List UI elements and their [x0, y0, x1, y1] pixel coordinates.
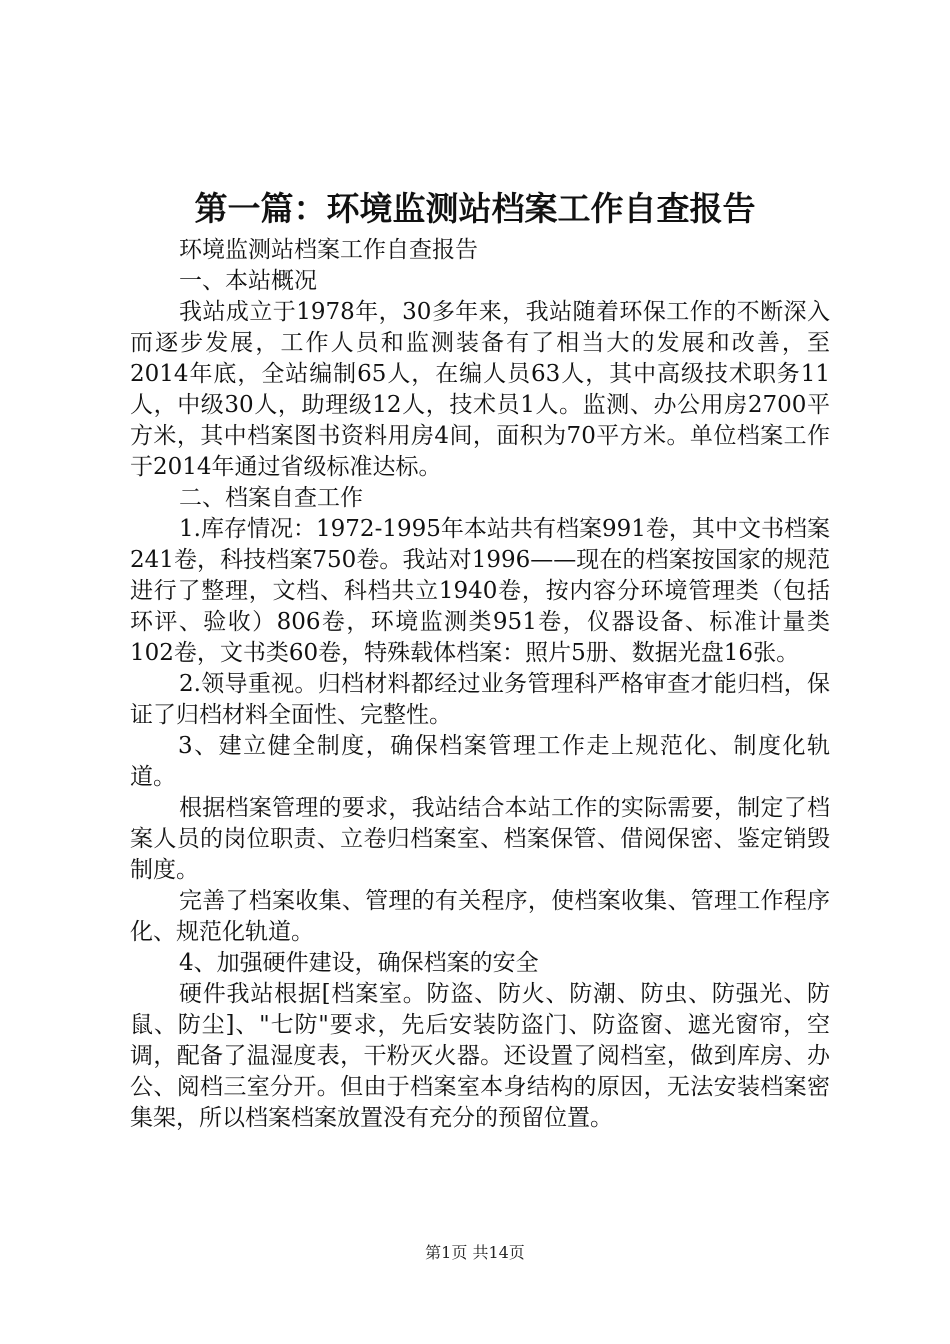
- document-body: [130, 235, 830, 1134]
- paragraph-heading-overview: 一、本站概况: [179, 268, 317, 294]
- paragraph-system: 3、建立健全制度，确保档案管理工作走上规范化、制度化轨道。: [130, 733, 830, 790]
- paragraph-overview: 我站成立于1978年，30多年来，我站随着环保工作的不断深入而逐步发展，工作人员和监测装备有了相当大的发展和改善，至2014年底，全站编制65人，在编人员63人，其中高级技术职务11人，中级30人，助理级12人，技术员1人。监测、办公用房2700平方米，其中档案图书资料用房4间，面积为70平方米。单位档案工作于2014年通过省级标准达标。: [130, 299, 830, 480]
- document-title: 第一篇：环境监测站档案工作自查报告: [194, 189, 756, 228]
- paragraph-hardware-heading: 4、加强硬件建设，确保档案的安全: [179, 950, 539, 976]
- paragraph-leadership: 2.领导重视。归档材料都经过业务管理科严格审查才能归档，保证了归档材料全面性、完整性。: [130, 671, 830, 728]
- paragraph-hardware: 硬件我站根据[档案室。防盗、防火、防潮、防虫、防强光、防鼠、防尘]、"七防"要求，先后安装防盗门、防盗窗、遮光窗帘，空调，配备了温湿度表，干粉灭火器。还设置了阅档室，做到库房、办公、阅档三室分开。但由于档案室本身结构的原因，无法安装档案密集架，所以档案档案放置没有充分的预留位置。: [130, 981, 830, 1131]
- paragraph-procedures: 完善了档案收集、管理的有关程序，使档案收集、管理工作程序化、规范化轨道。: [130, 888, 830, 945]
- paragraph-inventory: 1.库存情况：1972-1995年本站共有档案991卷，其中文书档案241卷，科技档案750卷。我站对1996——现在的档案按国家的规范进行了整理，文档、科档共立1940卷，按内容分环境管理类（包括环评、验收）806卷，环境监测类951卷，仪器设备、标准计量类102卷，文书类60卷，特殊载体档案：照片5册、数据光盘16张。: [130, 516, 830, 666]
- page-footer: 第1页 共14页: [425, 1243, 525, 1262]
- paragraph-requirements: 根据档案管理的要求，我站结合本站工作的实际需要，制定了档案人员的岗位职责、立卷归档案室、档案保管、借阅保密、鉴定销毁制度。: [130, 795, 830, 883]
- paragraph-subtitle: 环境监测站档案工作自查报告: [179, 237, 478, 263]
- paragraph-heading-selfcheck: 二、档案自查工作: [179, 485, 363, 511]
